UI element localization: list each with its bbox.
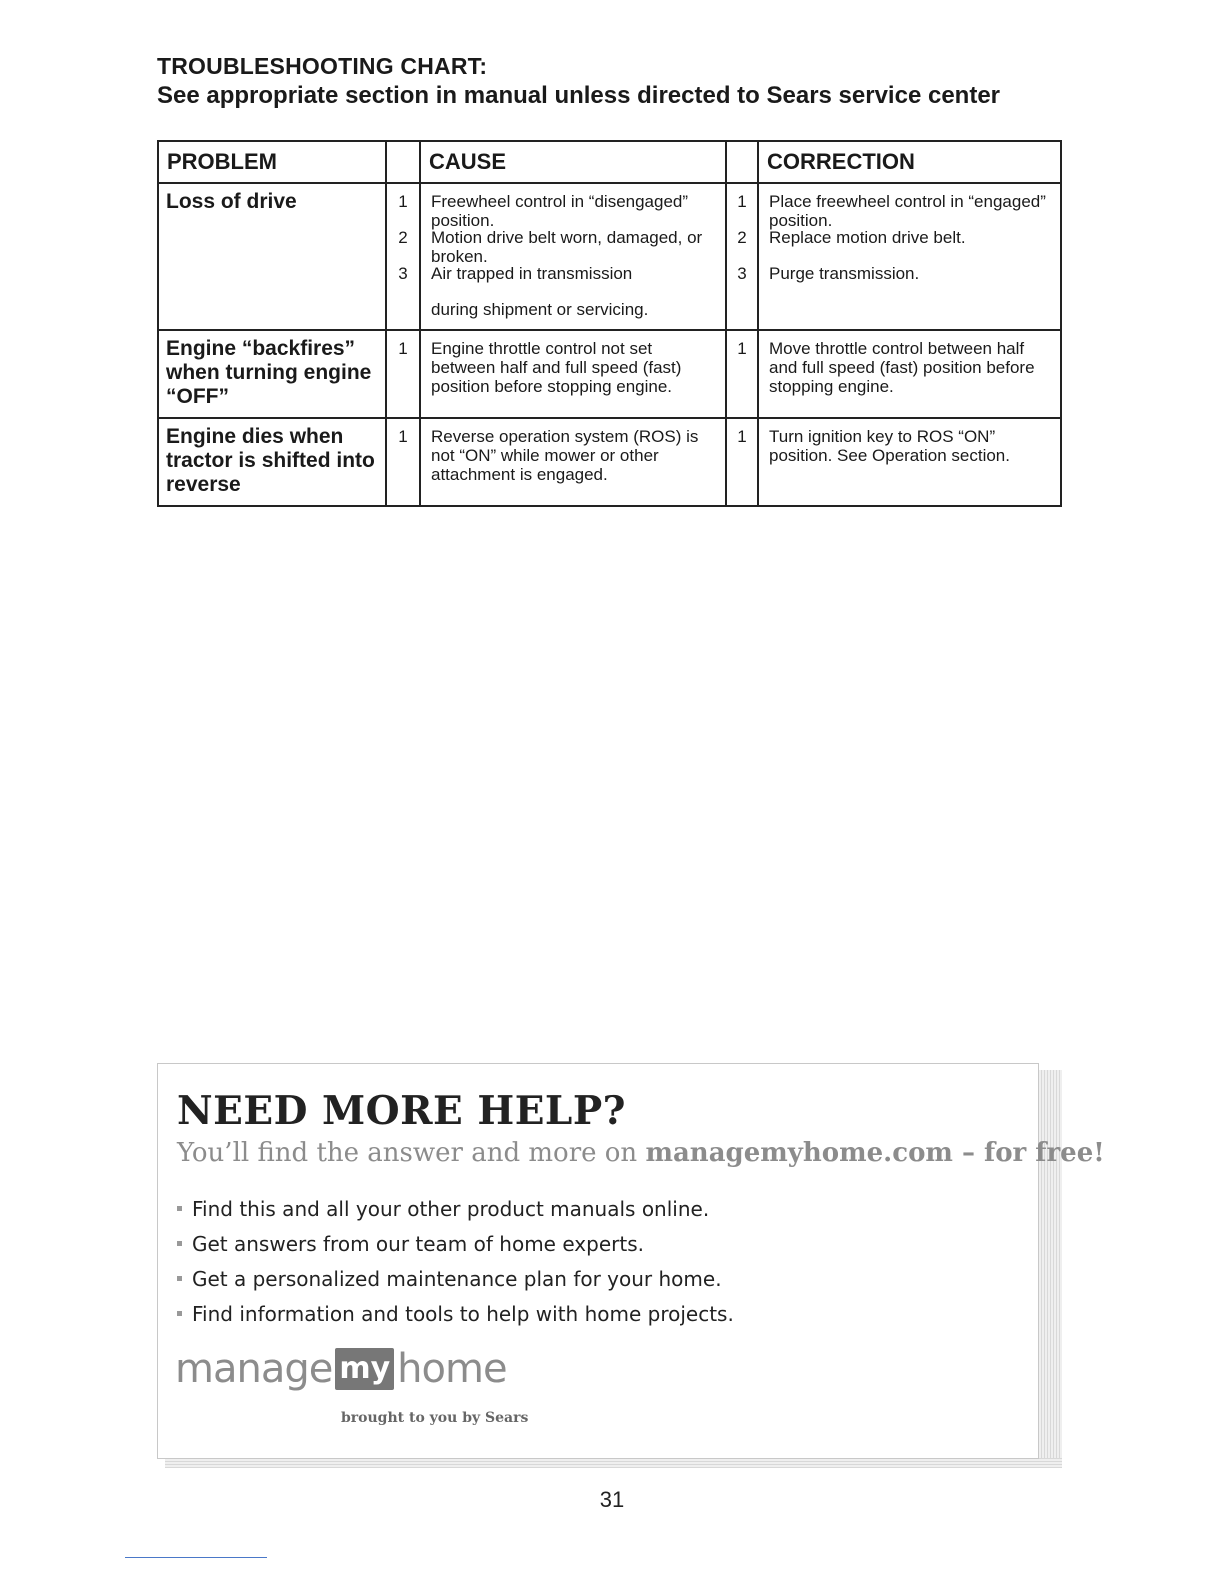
header-cause: CAUSE	[420, 141, 726, 183]
cause-text: Reverse operation system (ROS) is not “ON” while mower or other attachment is engaged.	[431, 427, 699, 484]
cause-cell	[420, 418, 726, 506]
help-title: NEED MORE HELP?	[177, 1088, 627, 1134]
cause-text: during shipment or servicing.	[431, 300, 649, 319]
cause-text: Engine throttle control not set between half and full speed (fast) position before stopping engine.	[431, 339, 682, 396]
correction-number: 2	[737, 228, 747, 247]
table-row	[158, 183, 1061, 330]
list-item	[177, 1297, 734, 1332]
correction-text: Purge transmission.	[769, 264, 920, 283]
header-problem: PROBLEM	[158, 141, 386, 183]
correction-cell	[758, 183, 1061, 330]
correction-text: Place freewheel control in “engaged” position.	[769, 192, 1046, 230]
list-item-text: Get answers from our team of home experts.	[192, 1232, 644, 1256]
chart-subtitle: See appropriate section in manual unless directed to Sears service center	[157, 82, 1000, 109]
correction-cell	[758, 418, 1061, 506]
list-item-text: Find this and all your other product manuals online.	[192, 1197, 710, 1221]
correction-text: Turn ignition key to ROS “ON” position. See Operation section.	[769, 427, 1010, 465]
cause-number: 1	[398, 427, 408, 446]
need-more-help-box	[157, 1063, 1105, 1459]
cause-number: 3	[398, 264, 408, 283]
cause-cell	[420, 330, 726, 418]
logo-text-manage: manage	[175, 1346, 333, 1392]
problem-cell: Engine dies when tractor is shifted into reverse	[158, 418, 386, 506]
cause-number-cell	[386, 418, 420, 506]
correction-cell	[758, 330, 1061, 418]
logo-byline: brought to you by Sears	[341, 1410, 529, 1426]
cause-number-cell	[386, 330, 420, 418]
problem-cell: Loss of drive	[158, 183, 386, 330]
correction-number: 1	[737, 427, 747, 446]
chart-title: TROUBLESHOOTING CHART:	[157, 53, 488, 79]
bullet-icon	[177, 1206, 182, 1211]
cause-number-cell	[386, 183, 420, 330]
correction-number: 3	[737, 264, 747, 283]
table-header-row	[158, 141, 1061, 183]
page-number: 31	[599, 1487, 625, 1512]
correction-number-cell	[726, 183, 758, 330]
cause-number: 2	[398, 228, 408, 247]
list-item	[177, 1192, 734, 1227]
help-box-shadow-right	[1038, 1070, 1062, 1465]
correction-number-cell	[726, 330, 758, 418]
managemyhome-logo	[175, 1344, 507, 1394]
troubleshooting-table	[157, 140, 1062, 507]
problem-cell: Engine “backfires” when turning engine “OFF”	[158, 330, 386, 418]
footer-rule	[125, 1557, 267, 1558]
help-bullet-list	[177, 1192, 734, 1332]
correction-number	[727, 292, 757, 329]
bullet-icon	[177, 1241, 182, 1246]
header-correction: CORRECTION	[758, 141, 1061, 183]
correction-text	[759, 292, 1060, 329]
logo-badge-my: my	[335, 1348, 394, 1390]
bullet-icon	[177, 1311, 182, 1316]
logo-text-home: home	[397, 1346, 507, 1392]
header-num-2	[726, 141, 758, 183]
list-item	[177, 1262, 734, 1297]
list-item-text: Find information and tools to help with home projects.	[192, 1302, 734, 1326]
cause-text: Freewheel control in “disengaged” position.	[431, 192, 689, 230]
help-subtitle	[177, 1138, 1105, 1168]
help-box-shadow-bottom	[165, 1458, 1062, 1468]
cause-cell	[420, 183, 726, 330]
correction-number-cell	[726, 418, 758, 506]
cause-number: 1	[398, 339, 408, 358]
cause-text: Motion drive belt worn, damaged, or broken.	[431, 228, 703, 266]
list-item-text: Get a personalized maintenance plan for your home.	[192, 1267, 722, 1291]
list-item	[177, 1227, 734, 1262]
table-row	[158, 330, 1061, 418]
table-row	[158, 418, 1061, 506]
help-subtitle-text: You’ll find the answer and more on	[177, 1138, 646, 1168]
cause-text: Air trapped in transmission	[431, 264, 633, 283]
correction-text: Move throttle control between half and full speed (fast) position before stopping engine.	[769, 339, 1035, 396]
header-num-1	[386, 141, 420, 183]
bullet-icon	[177, 1276, 182, 1281]
help-subtitle-link[interactable]: managemyhome.com – for free!	[645, 1138, 1105, 1168]
correction-text: Replace motion drive belt.	[769, 228, 966, 247]
cause-number	[387, 292, 419, 329]
correction-number: 1	[737, 339, 747, 358]
cause-number: 1	[398, 192, 408, 211]
correction-number: 1	[737, 192, 747, 211]
